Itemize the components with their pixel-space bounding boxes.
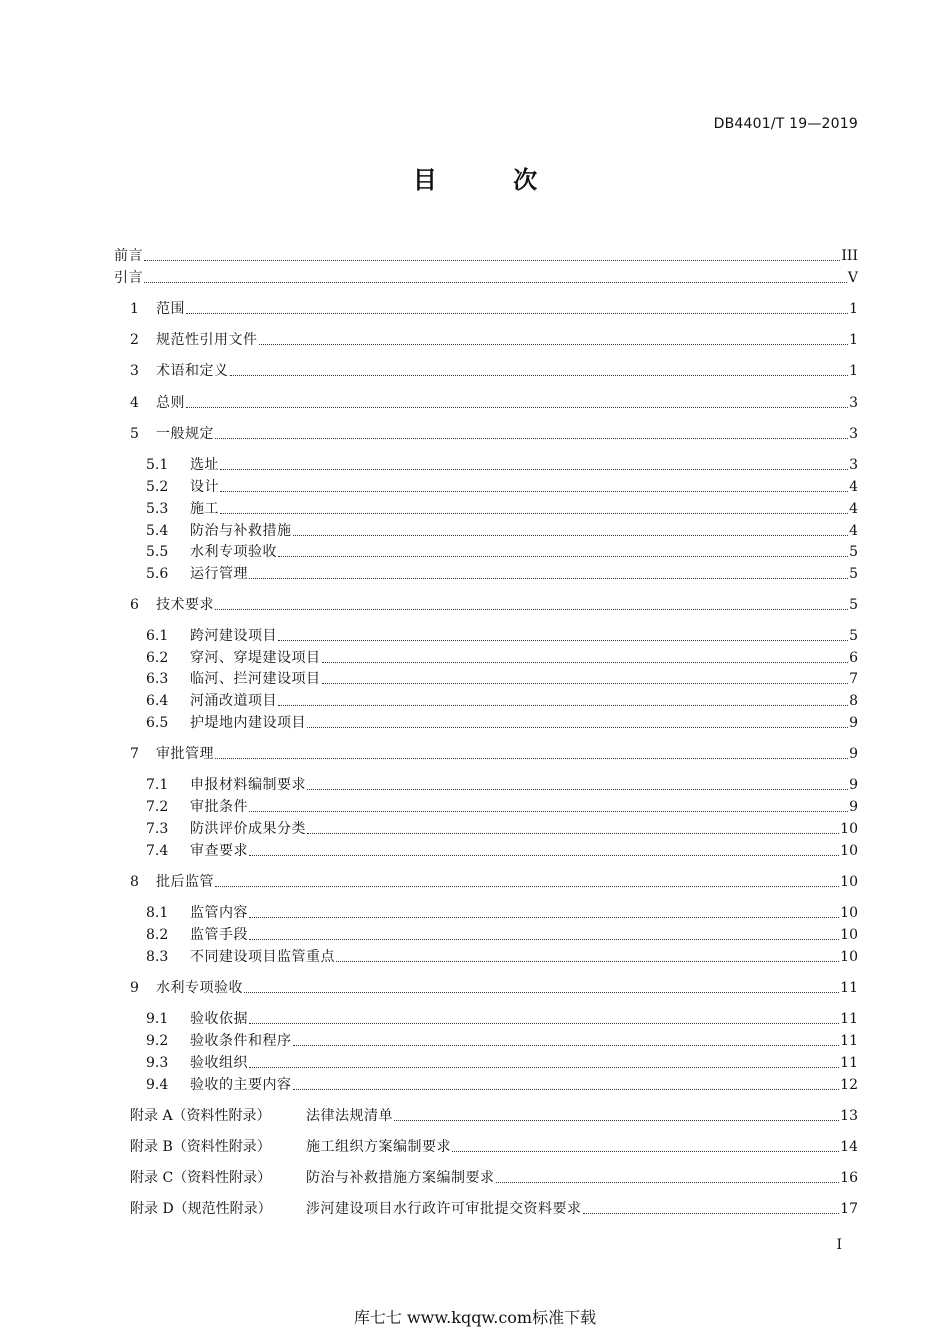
toc-entry-label: 验收组织 xyxy=(190,1055,248,1071)
toc-entry-label: 验收条件和程序 xyxy=(190,1033,292,1049)
toc-leader-dots xyxy=(278,640,848,641)
toc-entry-number: 5.3 xyxy=(146,501,169,517)
toc-leader-dots xyxy=(186,313,848,314)
toc-entry-appendix[interactable] xyxy=(130,1106,858,1126)
toc-entry-page: 12 xyxy=(840,1077,858,1093)
toc-leader-dots xyxy=(583,1213,840,1214)
toc-entry-page: 9 xyxy=(849,777,858,793)
toc-entry-page: 6 xyxy=(849,650,858,666)
toc-entry[interactable] xyxy=(130,978,858,998)
toc-entry-number: 5.4 xyxy=(146,523,169,539)
toc-entry-number: 7.1 xyxy=(146,777,169,793)
toc-entry-page: 8 xyxy=(849,693,858,709)
toc-entry-page: 3 xyxy=(849,426,858,442)
toc-entry-page: 9 xyxy=(849,715,858,731)
toc-entry-number: 8.3 xyxy=(146,949,169,965)
toc-entry-page: 4 xyxy=(849,501,858,517)
toc-entry-number: 9.4 xyxy=(146,1077,169,1093)
toc-entry-page: 10 xyxy=(840,843,858,859)
toc-entry-page: 4 xyxy=(849,523,858,539)
toc-leader-dots xyxy=(144,282,847,283)
toc-entry[interactable] xyxy=(146,477,858,497)
toc-entry-label: 穿河、穿堤建设项目 xyxy=(190,650,321,666)
toc-entry-page: 11 xyxy=(840,980,858,996)
toc-leader-dots xyxy=(322,662,849,663)
toc-entry-label: 总则 xyxy=(156,395,185,411)
toc-entry-number: 附录 D（规范性附录） xyxy=(130,1201,272,1217)
toc-entry[interactable] xyxy=(146,775,858,795)
toc-leader-dots xyxy=(293,1089,840,1090)
toc-entry-page: 16 xyxy=(840,1170,858,1186)
toc-entry-label: 审批管理 xyxy=(156,746,214,762)
toc-leader-dots xyxy=(215,758,848,759)
toc-leader-dots xyxy=(249,578,848,579)
toc-entry-page: 1 xyxy=(849,363,858,379)
toc-entry-number: 6.5 xyxy=(146,715,169,731)
toc-entry[interactable] xyxy=(146,841,858,861)
toc-entry[interactable] xyxy=(130,299,858,319)
toc-entry[interactable] xyxy=(146,626,858,646)
toc-entry[interactable] xyxy=(146,903,858,923)
toc-entry[interactable] xyxy=(146,1009,858,1029)
toc-leader-dots xyxy=(144,260,840,261)
toc-entry-page: 5 xyxy=(849,597,858,613)
toc-leader-dots xyxy=(220,491,848,492)
toc-entry[interactable] xyxy=(146,1053,858,1073)
toc-entry[interactable] xyxy=(130,872,858,892)
toc-leader-dots xyxy=(394,1120,839,1121)
toc-entry-label: 批后监管 xyxy=(156,874,214,890)
toc-leader-dots xyxy=(278,556,848,557)
toc-entry-number: 附录 A（资料性附录） xyxy=(130,1108,271,1124)
toc-entry-label: 验收的主要内容 xyxy=(190,1077,292,1093)
toc-entry-number: 2 xyxy=(130,332,139,348)
toc-entry-page: 4 xyxy=(849,479,858,495)
toc-entry-page: 3 xyxy=(849,457,858,473)
toc-entry-number: 6.4 xyxy=(146,693,169,709)
toc-leader-dots xyxy=(249,811,848,812)
toc-entry-label: 验收依据 xyxy=(190,1011,248,1027)
toc-entry[interactable] xyxy=(146,648,858,668)
toc-entry-page: 10 xyxy=(840,927,858,943)
toc-entry[interactable] xyxy=(130,361,858,381)
toc-leader-dots xyxy=(496,1182,840,1183)
toc-entry-number: 9 xyxy=(130,980,139,996)
toc-entry[interactable] xyxy=(130,744,858,764)
toc-entry-label: 水利专项验收 xyxy=(156,980,243,996)
toc-entry[interactable] xyxy=(146,797,858,817)
toc-leader-dots xyxy=(249,1023,839,1024)
toc-entry[interactable] xyxy=(146,819,858,839)
toc-entry-page: 10 xyxy=(840,874,858,890)
toc-entry-label: 法律法规清单 xyxy=(306,1108,393,1124)
toc-entry-number: 7.4 xyxy=(146,843,169,859)
toc-entry[interactable] xyxy=(146,713,858,733)
toc-entry-number: 附录 B（资料性附录） xyxy=(130,1139,271,1155)
toc-entry-label: 防治与补救措施 xyxy=(190,523,292,539)
toc-entry-number: 8.2 xyxy=(146,927,169,943)
toc-entry-number: 6 xyxy=(130,597,139,613)
toc-entry-number: 5.5 xyxy=(146,544,169,560)
toc-leader-dots xyxy=(278,705,848,706)
toc-entry-page: 9 xyxy=(849,799,858,815)
toc-entry-page: 1 xyxy=(849,332,858,348)
toc-entry-page: 5 xyxy=(849,544,858,560)
toc-entry-page: 7 xyxy=(849,671,858,687)
toc-entry-page: 11 xyxy=(840,1011,858,1027)
toc-leader-dots xyxy=(249,1067,839,1068)
toc-entry-appendix[interactable] xyxy=(130,1137,858,1157)
toc-entry-label: 防治与补救措施方案编制要求 xyxy=(306,1170,495,1186)
toc-leader-dots xyxy=(215,609,848,610)
toc-entry-label: 规范性引用文件 xyxy=(156,332,258,348)
toc-entry[interactable] xyxy=(146,564,858,584)
toc-entry[interactable] xyxy=(146,499,858,519)
toc-entry-label: 审批条件 xyxy=(190,799,248,815)
toc-entry-label: 防洪评价成果分类 xyxy=(190,821,306,837)
toc-entry-number: 8.1 xyxy=(146,905,169,921)
toc-entry-label: 运行管理 xyxy=(190,566,248,582)
toc-entry-page: 11 xyxy=(840,1055,858,1071)
toc-entry[interactable] xyxy=(146,455,858,475)
page-number: I xyxy=(836,1237,842,1253)
toc-entry[interactable] xyxy=(146,669,858,689)
toc-entry-page: 10 xyxy=(840,949,858,965)
toc-entry-page: 1 xyxy=(849,301,858,317)
toc-leader-dots xyxy=(293,535,849,536)
toc-entry-label: 范围 xyxy=(156,301,185,317)
toc-entry[interactable] xyxy=(146,691,858,711)
toc-leader-dots xyxy=(230,375,849,376)
toc-entry-page: 11 xyxy=(840,1033,858,1049)
toc-entry-number: 9.2 xyxy=(146,1033,169,1049)
toc-entry[interactable] xyxy=(130,393,858,413)
toc-entry-number: 5.2 xyxy=(146,479,169,495)
toc-entry-page: III xyxy=(841,248,858,264)
toc-entry[interactable] xyxy=(114,268,858,288)
toc-entry-number: 4 xyxy=(130,395,139,411)
toc-leader-dots xyxy=(215,438,848,439)
toc-entry-label: 河涌改道项目 xyxy=(190,693,277,709)
toc-entry-label: 护堤地内建设项目 xyxy=(190,715,306,731)
toc-entry-number: 1 xyxy=(130,301,139,317)
toc-entry-label: 水利专项验收 xyxy=(190,544,277,560)
toc-leader-dots xyxy=(186,407,848,408)
toc-entry-label: 选址 xyxy=(190,457,219,473)
toc-leader-dots xyxy=(249,939,839,940)
toc-leader-dots xyxy=(336,961,839,962)
toc-leader-dots xyxy=(322,683,849,684)
toc-entry-page: 3 xyxy=(849,395,858,411)
page-title: 目 次 xyxy=(412,166,572,194)
toc-entry-label: 跨河建设项目 xyxy=(190,628,277,644)
toc-entry-number: 7.2 xyxy=(146,799,169,815)
toc-entry[interactable] xyxy=(114,246,858,266)
toc-entry[interactable] xyxy=(146,521,858,541)
toc-entry-label: 前言 xyxy=(114,248,143,264)
toc-entry-label: 涉河建设项目水行政许可审批提交资料要求 xyxy=(306,1201,582,1217)
toc-entry-page: 10 xyxy=(840,821,858,837)
toc-entry[interactable] xyxy=(146,947,858,967)
toc-entry-label: 不同建设项目监管重点 xyxy=(190,949,335,965)
toc-entry-page: 17 xyxy=(840,1201,858,1217)
toc-entry-label: 一般规定 xyxy=(156,426,214,442)
toc-leader-dots xyxy=(220,513,848,514)
toc-leader-dots xyxy=(249,917,839,918)
document-code: DB4401/T 19—2019 xyxy=(713,116,858,132)
toc-entry-label: 施工 xyxy=(190,501,219,517)
footer-watermark: 库七七 www.kqqw.com标准下载 xyxy=(353,1308,597,1327)
toc-entry-number: 5 xyxy=(130,426,139,442)
toc-leader-dots xyxy=(244,992,839,993)
toc-entry-number: 6.3 xyxy=(146,671,169,687)
toc-entry-label: 施工组织方案编制要求 xyxy=(306,1139,451,1155)
toc-leader-dots xyxy=(249,855,839,856)
toc-entry[interactable] xyxy=(146,1075,858,1095)
toc-entry-number: 7 xyxy=(130,746,139,762)
toc-entry-number: 8 xyxy=(130,874,139,890)
toc-entry-label: 申报材料编制要求 xyxy=(190,777,306,793)
toc-entry-number: 9.3 xyxy=(146,1055,169,1071)
toc-entry-page: V xyxy=(847,270,858,286)
toc-leader-dots xyxy=(293,1045,840,1046)
toc-entry-label: 监管内容 xyxy=(190,905,248,921)
toc-entry-number: 5.6 xyxy=(146,566,169,582)
toc-entry[interactable] xyxy=(130,424,858,444)
toc-leader-dots xyxy=(215,886,839,887)
toc-entry-page: 5 xyxy=(849,566,858,582)
toc-entry-page: 10 xyxy=(840,905,858,921)
toc-leader-dots xyxy=(452,1151,839,1152)
toc-entry-number: 9.1 xyxy=(146,1011,169,1027)
toc-entry-label: 审查要求 xyxy=(190,843,248,859)
toc-leader-dots xyxy=(307,833,839,834)
toc-entry-label: 引言 xyxy=(114,270,143,286)
toc-entry[interactable] xyxy=(146,1031,858,1051)
toc-entry-page: 5 xyxy=(849,628,858,644)
toc-entry-number: 附录 C（资料性附录） xyxy=(130,1170,272,1186)
toc-entry[interactable] xyxy=(146,542,858,562)
toc-entry-label: 技术要求 xyxy=(156,597,214,613)
toc-entry-appendix[interactable] xyxy=(130,1168,858,1188)
toc-entry-page: 14 xyxy=(840,1139,858,1155)
toc-entry-page: 9 xyxy=(849,746,858,762)
toc-entry[interactable] xyxy=(130,330,858,350)
toc-entry-number: 3 xyxy=(130,363,139,379)
toc-entry-appendix[interactable] xyxy=(130,1199,858,1219)
toc-entry-label: 监管手段 xyxy=(190,927,248,943)
toc-entry-page: 13 xyxy=(840,1108,858,1124)
toc-entry-number: 7.3 xyxy=(146,821,169,837)
toc-entry-number: 6.1 xyxy=(146,628,169,644)
toc-entry-label: 设计 xyxy=(190,479,219,495)
toc-entry[interactable] xyxy=(130,595,858,615)
toc-entry-number: 6.2 xyxy=(146,650,169,666)
toc-leader-dots xyxy=(220,469,848,470)
toc-entry[interactable] xyxy=(146,925,858,945)
toc-entry-label: 术语和定义 xyxy=(156,363,229,379)
toc-entry-label: 临河、拦河建设项目 xyxy=(190,671,321,687)
toc-leader-dots xyxy=(259,344,849,345)
toc-leader-dots xyxy=(307,727,848,728)
toc-entry-number: 5.1 xyxy=(146,457,169,473)
toc-leader-dots xyxy=(307,789,848,790)
